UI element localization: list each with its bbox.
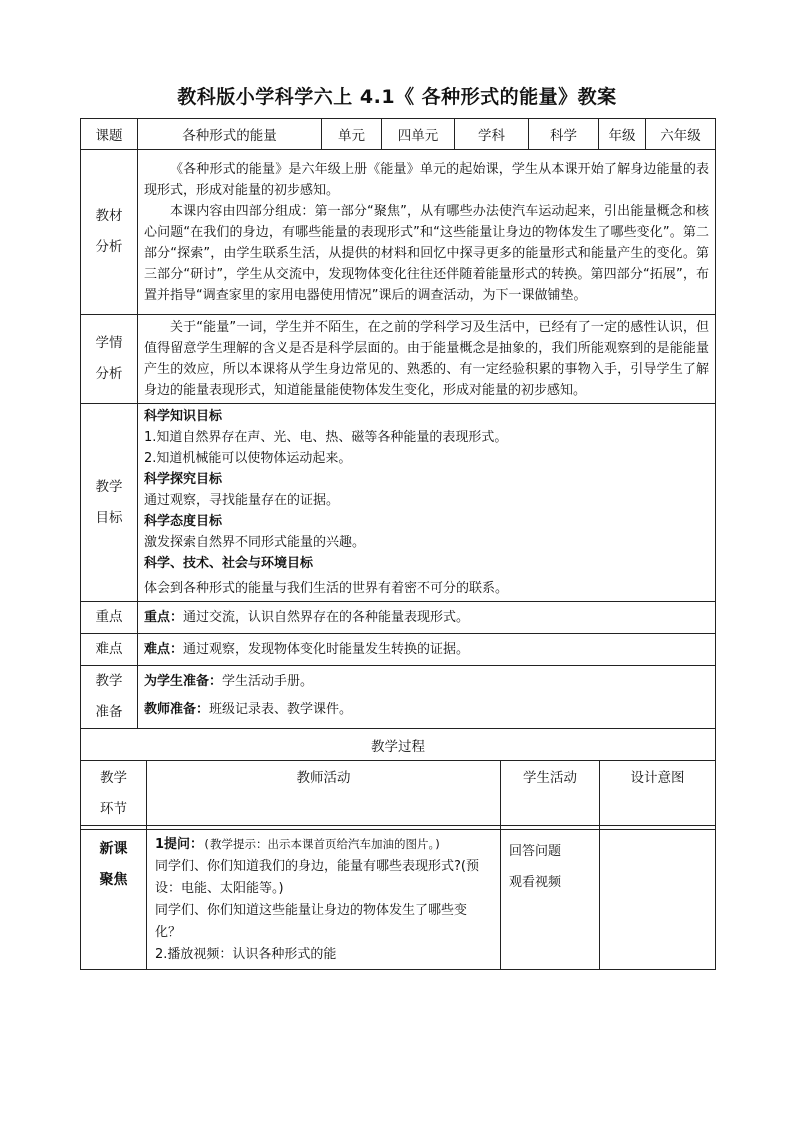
grade-value: 六年级	[646, 119, 716, 150]
unit-value: 四单元	[382, 119, 455, 150]
goal-item: 1.知道自然界存在声、光、电、热、磁等各种能量的表现形式。	[144, 430, 508, 445]
design-intent-cell	[600, 830, 716, 970]
student-column-header: 学生活动	[501, 761, 600, 826]
prep-label: 教学 准备	[81, 666, 138, 729]
prep-row	[81, 666, 716, 729]
subject-label: 学科	[455, 119, 529, 150]
document-title: 教科版小学科学六上 4.1《 各种形式的能量》教案	[177, 86, 617, 108]
goals-content	[138, 404, 716, 602]
key-point-row	[81, 602, 716, 634]
difficulty-row	[81, 634, 716, 666]
learner-content	[138, 315, 716, 404]
process-table	[80, 728, 716, 970]
grade-label: 年级	[599, 119, 646, 150]
difficulty-label: 难点	[81, 634, 138, 666]
unit-label: 单元	[322, 119, 382, 150]
analysis-label: 教材 分析	[81, 150, 138, 315]
analysis-row	[81, 150, 716, 315]
analysis-content	[138, 150, 716, 315]
learner-row	[81, 315, 716, 404]
process-column-header-row	[81, 761, 716, 826]
learner-paragraph: 关于“能量”一词，学生并不陌生，在之前的学科学习及生活中，已经有了一定的感性认识，但值得留意学生理解的含义是否是科学层面的。由于能量概念是抽象的，我们所能观察到的是能能量产生的效应，所以本课将从学生身边常见的、熟悉的、有一定经验积累的事物入手，引导学生了解身边的能量表现形式，知道能量能使物体发生变化，形成对能量的初步感知。	[144, 320, 709, 398]
goals-label: 教学 目标	[81, 404, 138, 602]
goal-item: 体会到各种形式的能量与我们生活的世界有着密不可分的联系。	[144, 581, 509, 596]
key-point-label: 重点	[81, 602, 138, 634]
difficulty-content: 难点：通过观察，发现物体变化时能量发生转换的证据。	[138, 634, 716, 666]
goal-item: 激发探索自然界不同形式能量的兴趣。	[144, 535, 366, 550]
lesson-info-table	[80, 118, 716, 729]
goals-row	[81, 404, 716, 602]
design-column-header: 设计意图	[600, 761, 716, 826]
stage-cell: 新课 聚焦	[81, 830, 147, 970]
learner-label: 学情 分析	[81, 315, 138, 404]
analysis-paragraph: 本课内容由四部分组成：第一部分“聚焦”，从有哪些办法使汽车运动起来，引出能量概念和核心问题“在我们的身边，有哪些能量的表现形式”和“这些能量让身边的物体发生了哪些变化”。第二部分“探索”，由学生联系生活，从提供的材料和回忆中探寻更多的能量形式和能量产生的变化。第三部分“研讨”，学生从交流中，发现物体变化往往还伴随着能量形式的转换。第四部分“拓展”，布置并指导“调查家里的家用电器使用情况”课后的调查活动，为下一课做铺垫。	[144, 203, 709, 303]
goal-item: 通过观察，寻找能量存在的证据。	[144, 493, 340, 508]
process-row	[81, 830, 716, 970]
topic-label: 课题	[81, 119, 138, 150]
goal-heading: 科学探究目标	[144, 472, 223, 487]
teacher-activity-cell: 1提问：(教学提示：出示本课首页给汽车加油的图片。) 同学们、你们知道我们的身边，能量有哪些表现形式?(预设：电能、太阳能等。) 同学们、你们知道这些能量让身边的物体发生了哪些变化？ 2.播放视频：认识各种形式的能	[147, 830, 501, 970]
stage-column-header: 教学 环节	[81, 761, 147, 826]
goal-heading: 科学态度目标	[144, 514, 223, 529]
goal-heading: 科学知识目标	[144, 409, 223, 424]
student-activity-cell: 回答问题 观看视频	[501, 830, 600, 970]
header-row	[81, 119, 716, 150]
goal-item: 2.知道机械能可以使物体运动起来。	[144, 451, 352, 466]
process-heading-row	[81, 729, 716, 761]
goal-heading: 科学、技术、社会与环境目标	[144, 556, 314, 571]
teacher-column-header: 教师活动	[147, 761, 501, 826]
analysis-paragraph: 《各种形式的能量》是六年级上册《能量》单元的起始课，学生从本课开始了解身边能量的表现形式，形成对能量的初步感知。	[144, 161, 709, 198]
process-heading: 教学过程	[81, 729, 716, 761]
topic-value: 各种形式的能量	[138, 119, 322, 150]
subject-value: 科学	[529, 119, 599, 150]
key-point-content: 重点：通过交流，认识自然界存在的各种能量表现形式。	[138, 602, 716, 634]
prep-content: 为学生准备：学生活动手册。 教师准备：班级记录表、教学课件。	[138, 666, 716, 729]
